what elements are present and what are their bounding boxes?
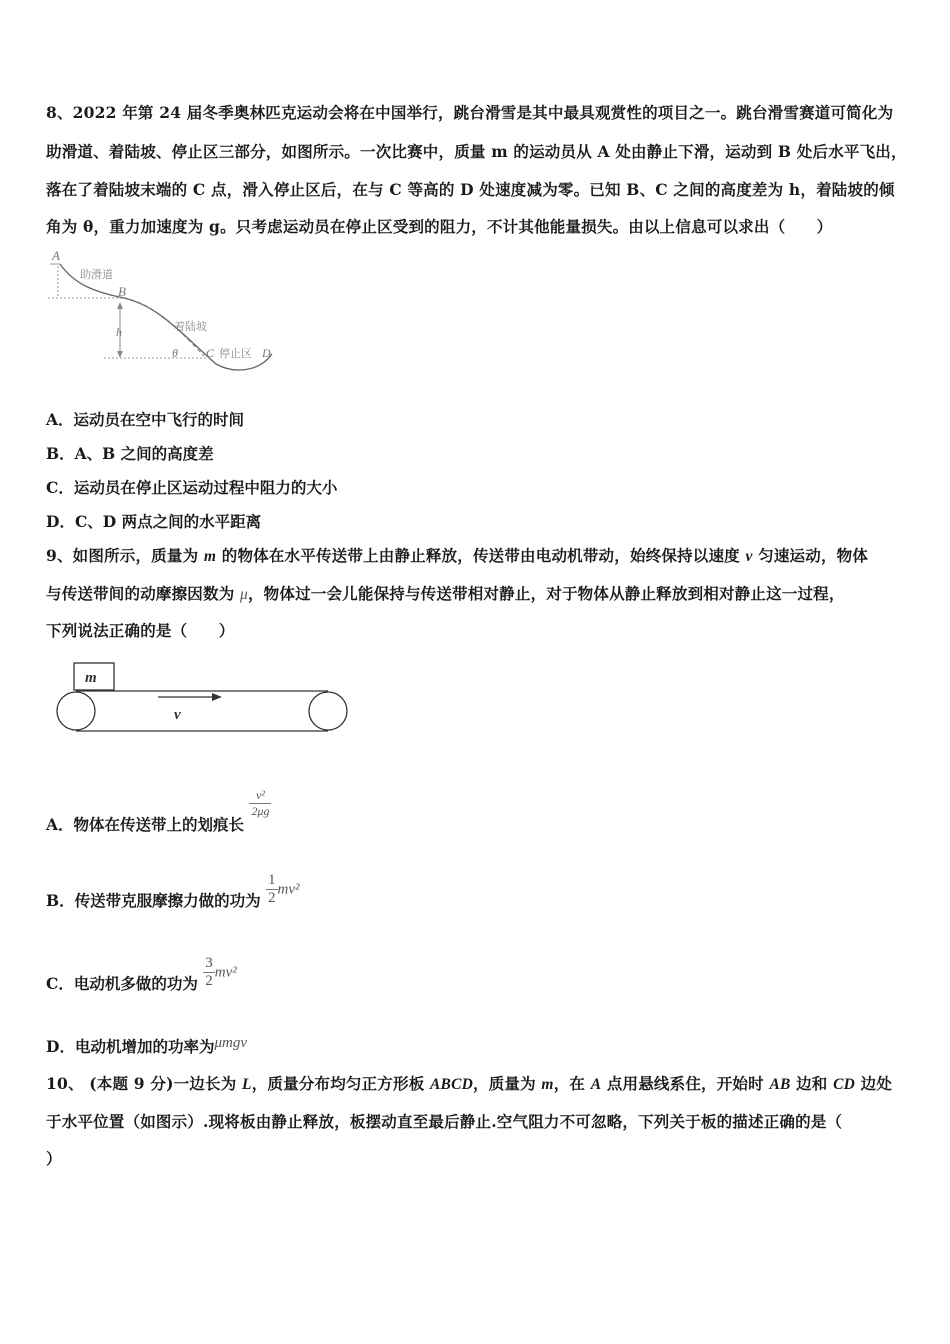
q9-option-c-text: C．电动机多做的功为 (46, 973, 198, 993)
q8-stem-line-3: 落在了着陆坡末端的 C 点，滑入停止区后，在与 C 等高的 D 处速度减为零。已知 B、C 之间的高度差为 h，着陆坡的倾 (46, 180, 895, 199)
q9-option-c-num: 3 (205, 955, 213, 971)
q9-option-d-text: D．电动机增加的功率为 (46, 1037, 215, 1056)
q9-line2-pre: 与传送带间的动摩擦因数为 (46, 584, 240, 603)
q10-var-L: L (242, 1076, 252, 1093)
block-label: m (85, 670, 97, 686)
zone-stop-label: 停止区 (219, 348, 252, 360)
q9-option-a (46, 788, 271, 834)
q9-option-b-fraction (266, 872, 278, 907)
q9-line1-pre: 9、如图所示，质量为 (46, 546, 204, 565)
q10-var-ABCD: ABCD (430, 1076, 474, 1093)
q9-line1-post: 匀速运动，物体 (752, 546, 869, 565)
q10-line1-c: ，质量为 (473, 1074, 542, 1093)
q10-stem-line-1 (46, 1072, 892, 1094)
q10-stem-line-3: ） (46, 1149, 62, 1168)
q10-var-A: A (590, 1076, 602, 1093)
h-arrow-head-up (117, 302, 123, 309)
q9-option-a-den: 2μg (251, 804, 270, 818)
q8-stem-line-2: 助滑道、着陆坡、停止区三部分，如图所示。一次比赛中，质量 m 的运动员从 A 处由静止下滑，运动到 B 处后水平飞出， (46, 142, 907, 161)
zone-landing-label: 着陆坡 (174, 321, 207, 333)
q9-option-c (46, 955, 237, 993)
label-B: B (118, 284, 126, 299)
q10-line1-g: 边处 (855, 1074, 893, 1093)
right-roller (309, 692, 347, 730)
q9-var-v: v (745, 548, 753, 565)
label-A: A (52, 248, 60, 263)
q10-line1-d: ，在 (553, 1074, 591, 1093)
velocity-label: v (174, 707, 181, 723)
q9-line1-mid: 的物体在水平传送带上由静止释放，传送带由电动机带动，始终保持以速度 (216, 546, 746, 565)
q9-option-c-den: 2 (205, 973, 213, 989)
q9-line2-post: ，物体过一会儿能保持与传送带相对静止，对于物体从静止释放到相对静止这一过程， (247, 584, 845, 603)
q9-var-mu: μ (240, 586, 248, 603)
q8-option-d: D．C、D 两点之间的水平距离 (46, 512, 262, 531)
left-roller (57, 692, 95, 730)
conveyor-belt-diagram (52, 660, 352, 740)
q9-option-c-fraction (203, 955, 215, 990)
q9-var-m: m (203, 548, 217, 565)
q9-option-b-den: 2 (268, 890, 276, 906)
velocity-arrow-head (212, 693, 222, 701)
q8-option-b: B．A、B 之间的高度差 (46, 444, 214, 463)
q9-option-b-num: 1 (268, 872, 276, 888)
q9-stem-line-2 (46, 582, 845, 604)
label-C: C (206, 346, 215, 360)
q9-stem-line-3: 下列说法正确的是（ ） (46, 621, 235, 640)
q9-option-b-tail: mv² (277, 881, 300, 898)
zone-inrun-label: 助滑道 (80, 269, 113, 281)
q8-stem-line-4: 角为 θ，重力加速度为 g。只考虑运动员在停止区受到的阻力，不计其他能量损失。由以上信息可以求出（ ） (46, 217, 833, 236)
q10-var-m: m (541, 1076, 554, 1093)
q9-option-d (46, 1035, 247, 1057)
q8-stem-line-1: 8、2022 年第 24 届冬季奥林匹克运动会将在中国举行，跳台滑雪是其中最具观赏性的项目之一。跳台滑雪赛道可简化为 (46, 103, 894, 122)
ski-jump-diagram (44, 244, 284, 374)
q9-option-a-fraction (249, 788, 271, 819)
q9-option-b (46, 872, 300, 910)
label-h: h (116, 325, 122, 339)
q9-stem-line-1 (46, 544, 868, 566)
q10-line1-b: ，质量分布均匀正方形板 (251, 1074, 430, 1093)
h-arrow-head-down (117, 351, 123, 358)
q9-option-a-text: A．物体在传送带上的划痕长 (46, 814, 245, 834)
label-theta: θ (172, 346, 178, 360)
q9-option-c-tail: mv² (214, 964, 237, 981)
q10-stem-line-2: 于水平位置（如图示）.现将板由静止释放，板摆动直至最后静止.空气阻力不可忽略，下列关于板的描述正确的是（ (46, 1112, 843, 1131)
q10-var-AB: AB (769, 1076, 791, 1093)
q9-option-b-text: B．传送带克服摩擦力做的功为 (46, 890, 261, 910)
label-D: D (262, 346, 271, 360)
q10-line1-a: 10、 (本题 9 分)一边长为 (46, 1074, 243, 1093)
q8-option-a: A．运动员在空中飞行的时间 (46, 410, 245, 429)
q9-option-a-num: v² (249, 788, 271, 804)
q8-option-c: C．运动员在停止区运动过程中阻力的大小 (46, 478, 338, 497)
q9-option-d-formula: μmgv (214, 1035, 247, 1051)
q10-var-CD: CD (833, 1076, 856, 1093)
q10-line1-f: 边和 (790, 1074, 834, 1093)
q10-line1-e: 点用悬线系住，开始时 (601, 1074, 770, 1093)
